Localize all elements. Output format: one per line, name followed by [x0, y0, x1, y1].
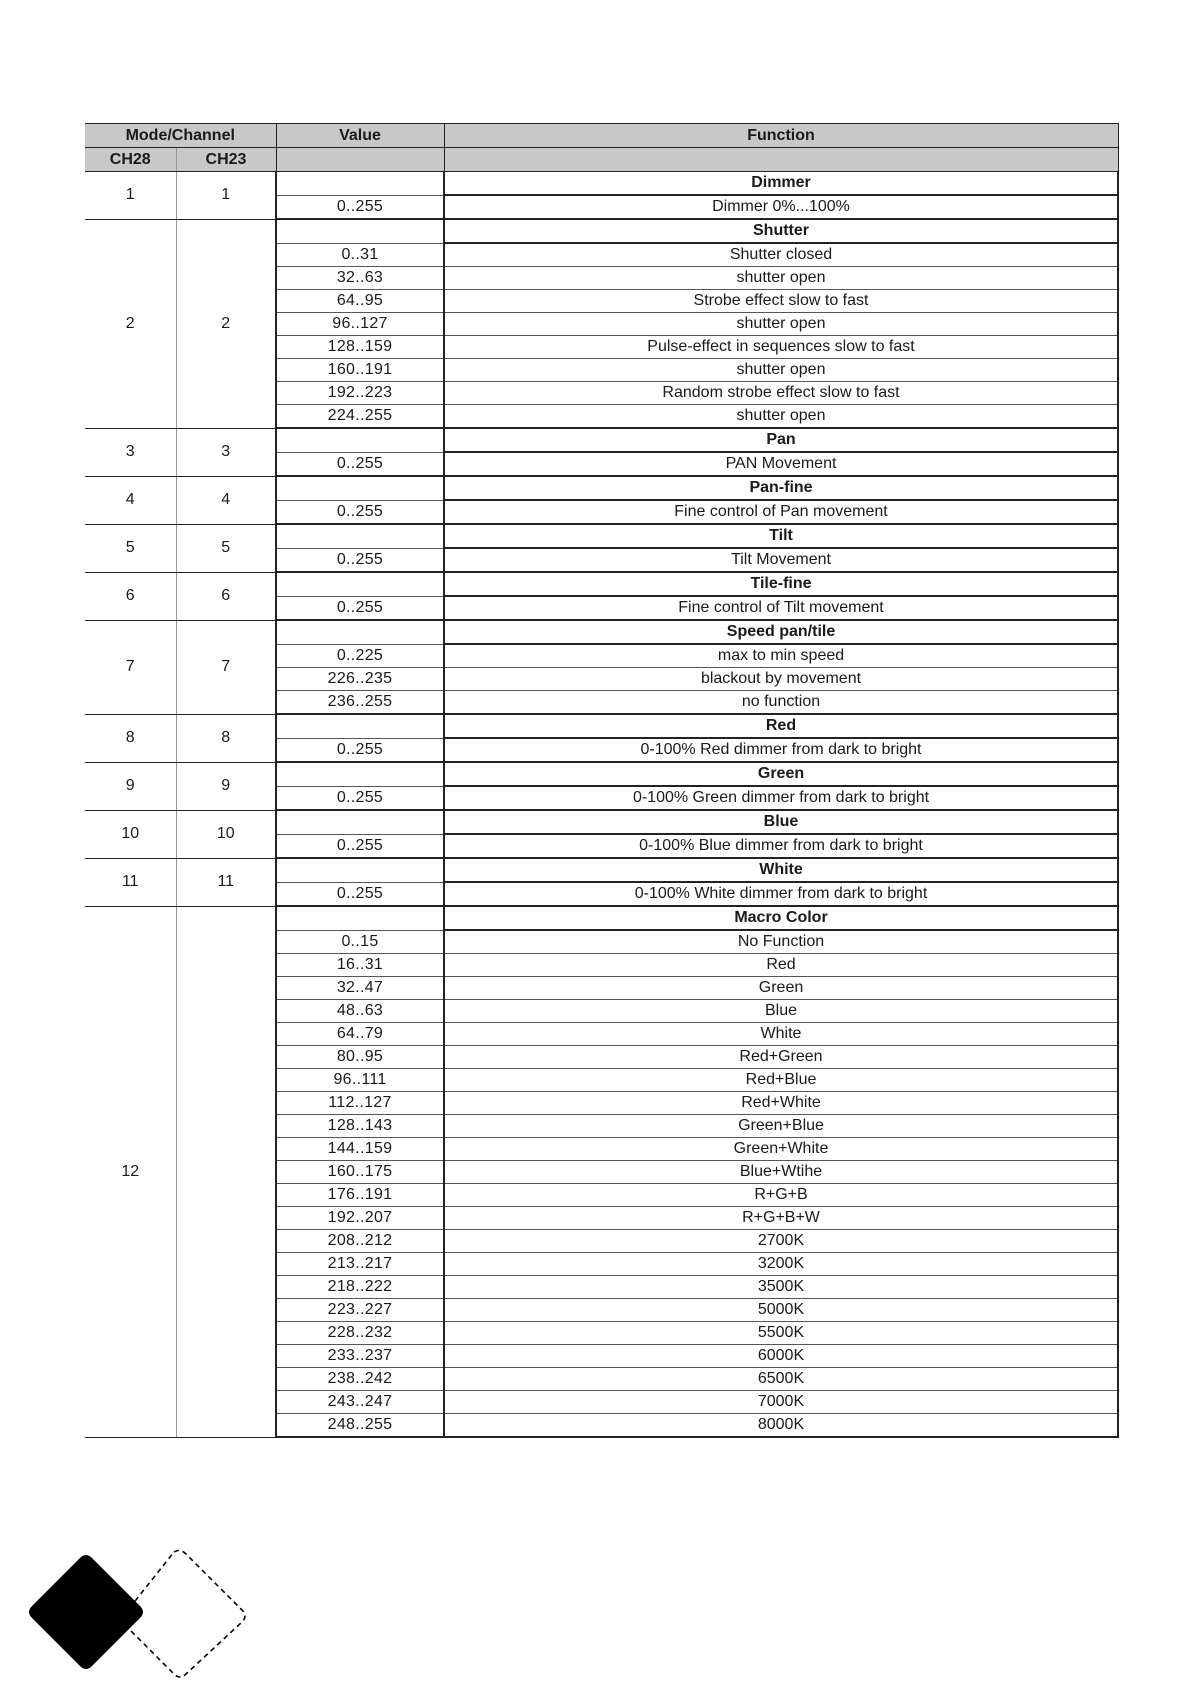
ch23-cell: 1 [176, 172, 276, 220]
function-cell: Pulse-effect in sequences slow to fast [444, 336, 1118, 359]
table-row [85, 172, 1118, 196]
value-cell-empty [276, 714, 444, 738]
function-cell: 7000K [444, 1391, 1118, 1414]
ch28-cell: 5 [85, 524, 176, 572]
value-cell: 0..255 [276, 882, 444, 906]
function-cell: R+G+B [444, 1184, 1118, 1207]
value-cell: 0..255 [276, 738, 444, 762]
value-cell: 0..255 [276, 596, 444, 620]
function-cell: Tilt Movement [444, 548, 1118, 572]
table-row [85, 524, 1118, 548]
function-cell: 0-100% White dimmer from dark to bright [444, 882, 1118, 906]
function-title-cell: Pan [444, 428, 1118, 452]
function-title-cell: Macro Color [444, 906, 1118, 930]
value-cell: 208..212 [276, 1230, 444, 1253]
ch23-cell: 5 [176, 524, 276, 572]
function-cell: 5000K [444, 1299, 1118, 1322]
value-cell: 112..127 [276, 1092, 444, 1115]
table-row [85, 476, 1118, 500]
value-cell: 224..255 [276, 405, 444, 429]
table-row [85, 219, 1118, 243]
value-cell: 176..191 [276, 1184, 444, 1207]
function-cell: No Function [444, 930, 1118, 954]
table-body [85, 172, 1118, 1438]
value-header: Value [276, 124, 444, 148]
value-cell-empty [276, 762, 444, 786]
table-row [85, 714, 1118, 738]
table-subheader-row [85, 148, 1118, 172]
function-cell: Red+Blue [444, 1069, 1118, 1092]
value-cell: 80..95 [276, 1046, 444, 1069]
function-title-cell: Red [444, 714, 1118, 738]
value-subheader-empty [276, 148, 444, 172]
value-cell-empty [276, 906, 444, 930]
ch28-cell: 11 [85, 858, 176, 906]
function-cell: 6000K [444, 1345, 1118, 1368]
function-header: Function [444, 124, 1118, 148]
function-cell: White [444, 1023, 1118, 1046]
ch23-cell: 3 [176, 428, 276, 476]
value-cell: 226..235 [276, 668, 444, 691]
function-cell: shutter open [444, 405, 1118, 429]
ch28-cell: 8 [85, 714, 176, 762]
mode-channel-header: Mode/Channel [85, 124, 276, 148]
function-cell: 3200K [444, 1253, 1118, 1276]
ch23-cell: 9 [176, 762, 276, 810]
function-cell: 0-100% Green dimmer from dark to bright [444, 786, 1118, 810]
ch28-cell: 1 [85, 172, 176, 220]
function-cell: no function [444, 691, 1118, 715]
value-cell: 16..31 [276, 954, 444, 977]
value-cell: 218..222 [276, 1276, 444, 1299]
function-cell: Dimmer 0%...100% [444, 195, 1118, 219]
function-cell: Green [444, 977, 1118, 1000]
diamond-outline-logo-icon [28, 1548, 248, 1678]
ch23-cell [176, 906, 276, 1437]
ch28-cell: 2 [85, 219, 176, 428]
function-cell: Green+Blue [444, 1115, 1118, 1138]
value-cell: 238..242 [276, 1368, 444, 1391]
function-title-cell: Tile-fine [444, 572, 1118, 596]
function-cell: Fine control of Tilt movement [444, 596, 1118, 620]
value-cell: 144..159 [276, 1138, 444, 1161]
value-cell: 32..47 [276, 977, 444, 1000]
value-cell: 248..255 [276, 1414, 444, 1438]
table-row [85, 572, 1118, 596]
ch28-cell: 9 [85, 762, 176, 810]
function-cell: Green+White [444, 1138, 1118, 1161]
ch28-cell: 7 [85, 620, 176, 714]
ch28-cell: 4 [85, 476, 176, 524]
value-cell-empty [276, 476, 444, 500]
ch28-cell: 12 [85, 906, 176, 1437]
value-cell: 0..255 [276, 834, 444, 858]
function-cell: Fine control of Pan movement [444, 500, 1118, 524]
table-header-row [85, 124, 1118, 148]
value-cell-empty [276, 810, 444, 834]
value-cell: 192..207 [276, 1207, 444, 1230]
value-cell: 0..225 [276, 644, 444, 668]
value-cell: 0..255 [276, 786, 444, 810]
function-cell: 3500K [444, 1276, 1118, 1299]
value-cell: 192..223 [276, 382, 444, 405]
ch23-cell: 2 [176, 219, 276, 428]
function-cell: Shutter closed [444, 243, 1118, 267]
value-cell: 160..191 [276, 359, 444, 382]
function-cell: 2700K [444, 1230, 1118, 1253]
table-row [85, 428, 1118, 452]
value-cell: 160..175 [276, 1161, 444, 1184]
function-title-cell: Tilt [444, 524, 1118, 548]
ch23-cell: 4 [176, 476, 276, 524]
function-cell: 8000K [444, 1414, 1118, 1438]
ch28-cell: 3 [85, 428, 176, 476]
function-subheader-empty [444, 148, 1118, 172]
value-cell: 0..255 [276, 452, 444, 476]
function-cell: Blue [444, 1000, 1118, 1023]
value-cell: 64..79 [276, 1023, 444, 1046]
value-cell-empty [276, 620, 444, 644]
function-cell: 0-100% Blue dimmer from dark to bright [444, 834, 1118, 858]
function-title-cell: Blue [444, 810, 1118, 834]
function-cell: Red+Green [444, 1046, 1118, 1069]
value-cell: 233..237 [276, 1345, 444, 1368]
function-title-cell: Pan-fine [444, 476, 1118, 500]
dmx-channel-table [85, 123, 1119, 1438]
value-cell: 0..31 [276, 243, 444, 267]
value-cell: 0..15 [276, 930, 444, 954]
value-cell: 236..255 [276, 691, 444, 715]
ch23-header: CH23 [176, 148, 276, 172]
ch28-header: CH28 [85, 148, 176, 172]
function-cell: Random strobe effect slow to fast [444, 382, 1118, 405]
table-row [85, 762, 1118, 786]
function-title-cell: Dimmer [444, 172, 1118, 196]
function-cell: R+G+B+W [444, 1207, 1118, 1230]
value-cell: 0..255 [276, 195, 444, 219]
value-cell: 96..127 [276, 313, 444, 336]
value-cell-empty [276, 219, 444, 243]
table-row [85, 810, 1118, 834]
value-cell: 213..217 [276, 1253, 444, 1276]
function-title-cell: White [444, 858, 1118, 882]
function-title-cell: Shutter [444, 219, 1118, 243]
function-cell: 0-100% Red dimmer from dark to bright [444, 738, 1118, 762]
ch23-cell: 6 [176, 572, 276, 620]
function-cell: PAN Movement [444, 452, 1118, 476]
function-cell: Red+White [444, 1092, 1118, 1115]
value-cell: 223..227 [276, 1299, 444, 1322]
function-cell: 6500K [444, 1368, 1118, 1391]
ch23-cell: 8 [176, 714, 276, 762]
value-cell-empty [276, 524, 444, 548]
table-row [85, 858, 1118, 882]
value-cell-empty [276, 572, 444, 596]
value-cell-empty [276, 428, 444, 452]
function-cell: Blue+Wtihe [444, 1161, 1118, 1184]
value-cell: 0..255 [276, 548, 444, 572]
value-cell: 64..95 [276, 290, 444, 313]
function-title-cell: Speed pan/tile [444, 620, 1118, 644]
value-cell: 48..63 [276, 1000, 444, 1023]
value-cell: 128..159 [276, 336, 444, 359]
function-cell: shutter open [444, 267, 1118, 290]
table-row [85, 620, 1118, 644]
function-cell: max to min speed [444, 644, 1118, 668]
function-cell: Strobe effect slow to fast [444, 290, 1118, 313]
ch23-cell: 10 [176, 810, 276, 858]
ch23-cell: 11 [176, 858, 276, 906]
ch23-cell: 7 [176, 620, 276, 714]
function-cell: 5500K [444, 1322, 1118, 1345]
function-cell: shutter open [444, 359, 1118, 382]
value-cell-empty [276, 858, 444, 882]
value-cell: 128..143 [276, 1115, 444, 1138]
table-row [85, 906, 1118, 930]
value-cell-empty [276, 172, 444, 196]
value-cell: 32..63 [276, 267, 444, 290]
function-cell: Red [444, 954, 1118, 977]
value-cell: 0..255 [276, 500, 444, 524]
value-cell: 96..111 [276, 1069, 444, 1092]
value-cell: 243..247 [276, 1391, 444, 1414]
function-cell: shutter open [444, 313, 1118, 336]
function-cell: blackout by movement [444, 668, 1118, 691]
value-cell: 228..232 [276, 1322, 444, 1345]
ch28-cell: 10 [85, 810, 176, 858]
function-title-cell: Green [444, 762, 1118, 786]
ch28-cell: 6 [85, 572, 176, 620]
